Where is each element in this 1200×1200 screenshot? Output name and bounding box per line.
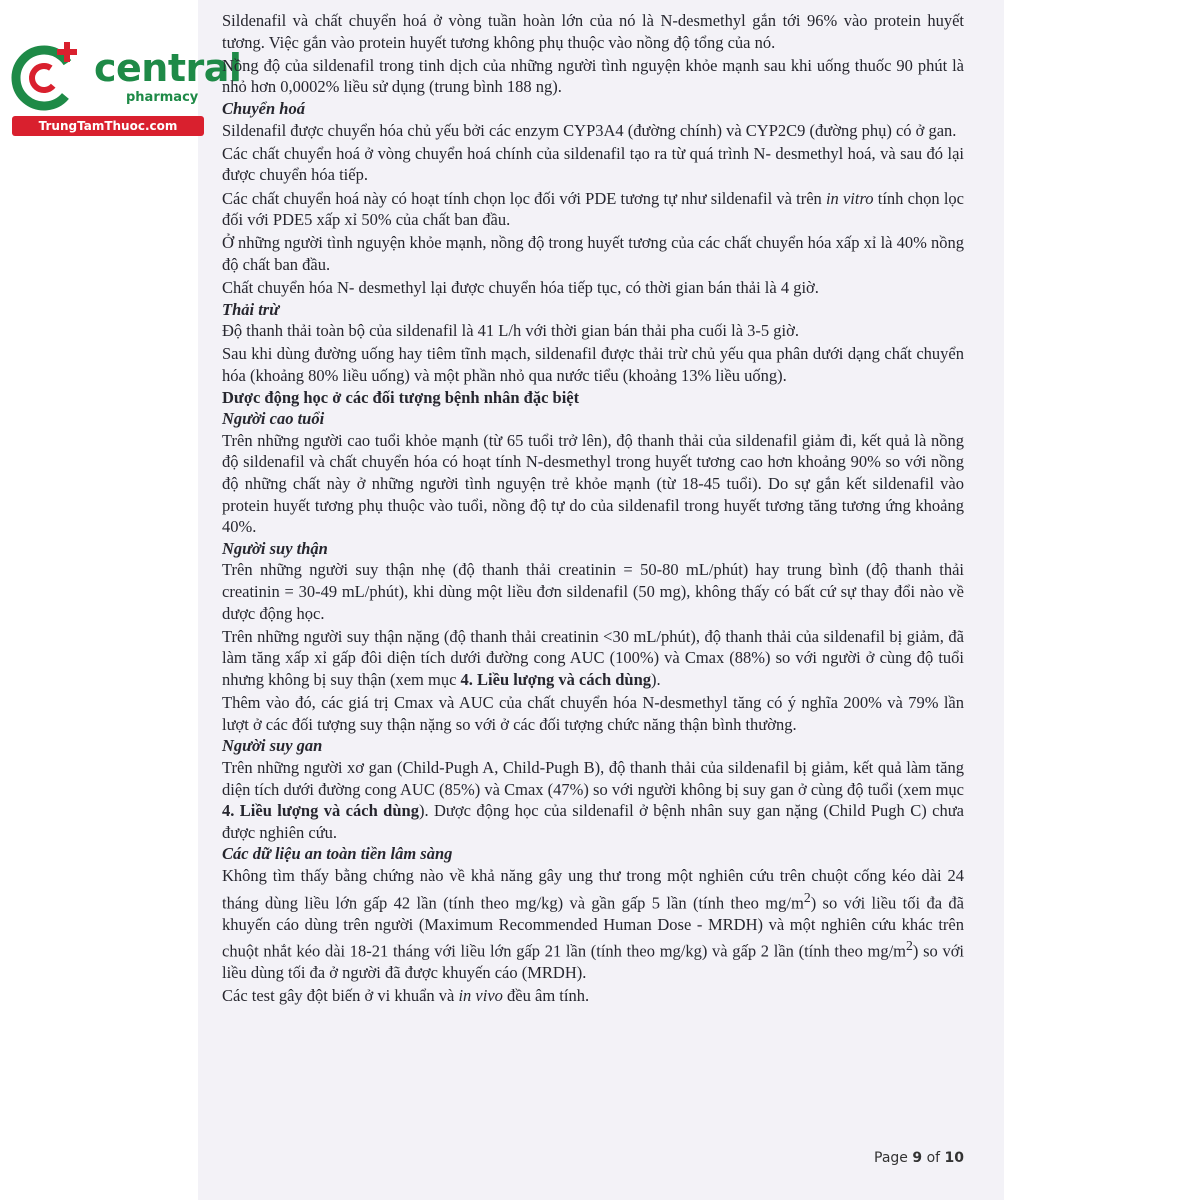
logo-sub: pharmacy — [126, 90, 199, 105]
paragraph: Sau khi dùng đường uống hay tiêm tĩnh mạch, sildenafil được thải trừ chủ yếu qua phân dưới dạng chất chuyển hóa (khoảng 80% liều uống) và một phần nhỏ qua nước tiểu (khoảng 13% liều uống). — [222, 344, 964, 386]
italic-run: in vivo — [458, 986, 503, 1006]
of-label: of — [926, 1150, 941, 1166]
logo-site: TrungTamThuoc.com — [12, 116, 204, 136]
logo-brand: central — [94, 46, 242, 90]
paragraph — [222, 985, 964, 1007]
section-heading: Chuyển hoá — [222, 98, 305, 118]
central-pharmacy-logo — [8, 30, 242, 140]
paragraph: Ở những người tình nguyện khỏe mạnh, nồng độ trong huyết tương của các chất chuyển hóa xấp xỉ là 40% nồng độ chất ban đầu. — [222, 233, 964, 274]
paragraph: Trên những người cao tuổi khỏe mạnh (từ 65 tuổi trở lên), độ thanh thải của sildenafil giảm đi, kết quả là nồng độ sildenafil và chất chuyển hóa có hoạt tính N-desmethyl trong huyết tương cao hơn khoảng 90% so với nồng độ những chất này ở những người tình nguyện trẻ khỏe mạnh (từ 18-45 tuổi). Do sự gắn kết sildenafil vào protein huyết tương phụ thuộc vào tuổi, nồng độ tự do của sildenafil trong huyết tương tăng tương ứng khoảng 40%. — [222, 430, 964, 537]
page-number — [874, 1150, 964, 1166]
text-run: ) so với liều dùng tối đa ở người đã được khuyến cáo (MRDH). — [222, 941, 964, 983]
document-body — [222, 10, 964, 1007]
bold-run: 4. Liều lượng và cách dùng — [222, 801, 419, 821]
superscript: 2 — [803, 889, 811, 905]
text-run: Trên những người xơ gan (Child-Pugh A, Child-Pugh B), độ thanh thải của sildenafil bị giảm, kết quả làm tăng diện tích dưới đường cong AUC (85%) và Cmax (47%) so với người không bị suy gan ở cùng độ tuổi (xem mục — [222, 757, 964, 799]
text-run: Trên những người suy thận nặng (độ thanh thải creatinin <30 mL/phút), độ thanh thải của sildenafil bị giảm, đã làm tăng xấp xỉ gấp đôi diện tích dưới đường cong AUC (100%) và Cmax (88%) so với người ở cùng độ tuổi nhưng không bị suy thận (xem mục — [222, 626, 964, 689]
logo-mark-icon — [8, 38, 92, 122]
paragraph — [222, 757, 964, 843]
section-heading: Các dữ liệu an toàn tiền lâm sàng — [222, 844, 453, 864]
paragraph — [222, 626, 964, 691]
text-run: ). — [651, 669, 661, 689]
paragraph: Sildenafil và chất chuyển hoá ở vòng tuần hoàn lớn của nó là N-desmethyl gắn tới 96% vào protein huyết tương. Việc gắn vào protein huyết tương không phụ thuộc vào nồng độ tổng của nó. — [222, 11, 964, 52]
current-page: 9 — [912, 1150, 923, 1166]
total-pages: 10 — [944, 1150, 964, 1166]
paragraph — [222, 188, 964, 231]
paragraph: Độ thanh thải toàn bộ của sildenafil là 41 L/h với thời gian bán thải pha cuối là 3-5 giờ. — [222, 321, 799, 341]
text-run: Không tìm thấy bằng chứng nào về khả năng gây ung thư trong một nghiên cứu trên chuột cống kéo dài 24 tháng dùng liều lớn gấp 42 lần (tính theo mg/kg) và gần gấp 5 lần (tính theo mg/m — [222, 865, 964, 912]
paragraph: Các chất chuyển hoá ở vòng chuyển hoá chính của sildenafil tạo ra từ quá trình N- desmethyl hoá, và sau đó lại được chuyển hóa tiếp. — [222, 143, 964, 185]
superscript: 2 — [906, 938, 913, 954]
paragraph: Trên những người suy thận nhẹ (độ thanh thải creatinin = 50-80 mL/phút) hay trung bình (độ thanh thải creatinin = 30-49 mL/phút), khi dùng một liều đơn sildenafil (50 mg), không thấy có bất cứ sự thay đổi nào về dược động học. — [222, 560, 964, 623]
paragraph — [222, 865, 964, 984]
section-heading: Dược động học ở các đối tượng bệnh nhân đặc biệt — [222, 387, 580, 407]
text-run: đều âm tính. — [502, 986, 590, 1006]
page-label: Page — [874, 1150, 908, 1166]
bold-run: 4. Liều lượng và cách dùng — [460, 669, 652, 689]
subsection-heading: Người suy thận — [222, 538, 328, 558]
text-run: ). Dược động học của sildenafil ở bệnh nhân suy gan nặng (Child Pugh C) chưa được nghiên cứu. — [222, 801, 964, 842]
section-heading: Thải trừ — [222, 299, 280, 319]
paragraph: Nồng độ của sildenafil trong tinh dịch của những người tình nguyện khỏe mạnh sau khi uống thuốc 90 phút là nhỏ hơn 0,0002% liều sử dụng (trung bình 188 ng). — [222, 55, 964, 97]
paragraph: Chất chuyển hóa N- desmethyl lại được chuyển hóa tiếp tục, có thời gian bán thải là 4 giờ. — [222, 278, 819, 298]
text-run: Các test gây đột biến ở vi khuẩn và — [222, 986, 459, 1006]
paragraph: Thêm vào đó, các giá trị Cmax và AUC của chất chuyển hóa N-desmethyl tăng có ý nghĩa 200% và 79% lần lượt ở các đối tượng suy thận nặng so với ở các đối tượng chức năng thận bình thường. — [222, 693, 964, 734]
paragraph: Sildenafil được chuyển hóa chủ yếu bởi các enzym CYP3A4 (đường chính) và CYP2C9 (đường phụ) có ở gan. — [222, 120, 957, 140]
text-run: ) so với liều tối đa đã khuyến cáo dùng trên người (Maximum Recommended Human Dose - MRDH) và một nghiên cứu khác trên chuột nhắt kéo dài 18-21 tháng với liều lớn gấp 21 lần (tính theo mg/kg) và gấp 2 lần (tính theo mg/m — [222, 893, 964, 961]
text-run: tính chọn lọc đối với PDE5 xấp xỉ 50% của chất ban đầu. — [222, 188, 964, 230]
subsection-heading: Người suy gan — [222, 736, 323, 756]
subsection-heading: Người cao tuổi — [222, 409, 325, 429]
italic-run: in vitro — [825, 188, 874, 208]
text-run: Các chất chuyển hoá này có hoạt tính chọn lọc đối với PDE tương tự như sildenafil và trên — [222, 188, 826, 208]
